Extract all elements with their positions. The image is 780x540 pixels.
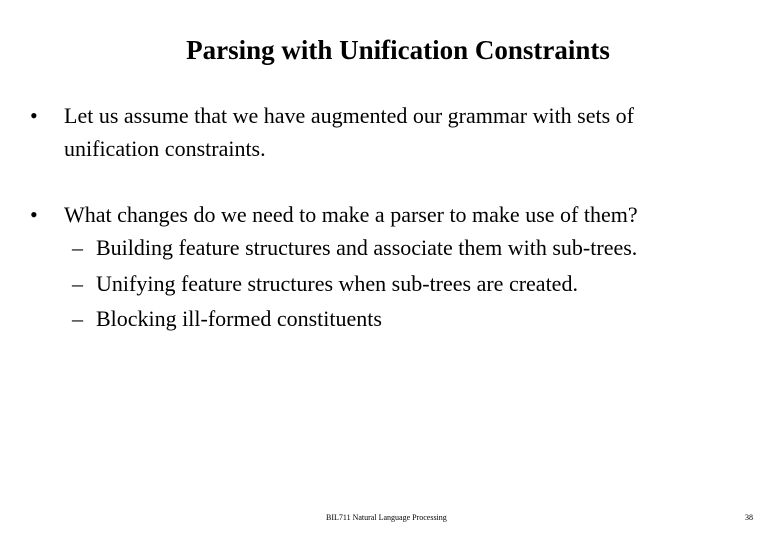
sub-bullet-text: Blocking ill-formed constituents (96, 306, 382, 331)
bullet-line: What changes do we need to make a parser to make use of them? (64, 202, 638, 227)
bullet-line: unification constraints. (64, 136, 266, 161)
slide-footer: BIL711 Natural Language Processing (326, 513, 447, 522)
sub-bullet-text: Unifying feature structures when sub-trees are created. (96, 271, 578, 296)
sub-bullet-marker: – (72, 271, 83, 296)
bullet-marker: • (30, 202, 38, 227)
slide-title: Parsing with Unification Constraints (186, 35, 610, 65)
sub-bullet-marker: – (72, 235, 83, 260)
bullet-text (64, 198, 638, 231)
bullet-line: Let us assume that we have augmented our grammar with sets of (64, 103, 635, 128)
bullet-text (64, 99, 634, 165)
bullet-marker: • (30, 103, 38, 128)
sub-bullet-marker: – (72, 306, 83, 331)
page-number: 38 (745, 513, 753, 522)
sub-bullet-text: Building feature structures and associate them with sub-trees. (96, 235, 638, 260)
